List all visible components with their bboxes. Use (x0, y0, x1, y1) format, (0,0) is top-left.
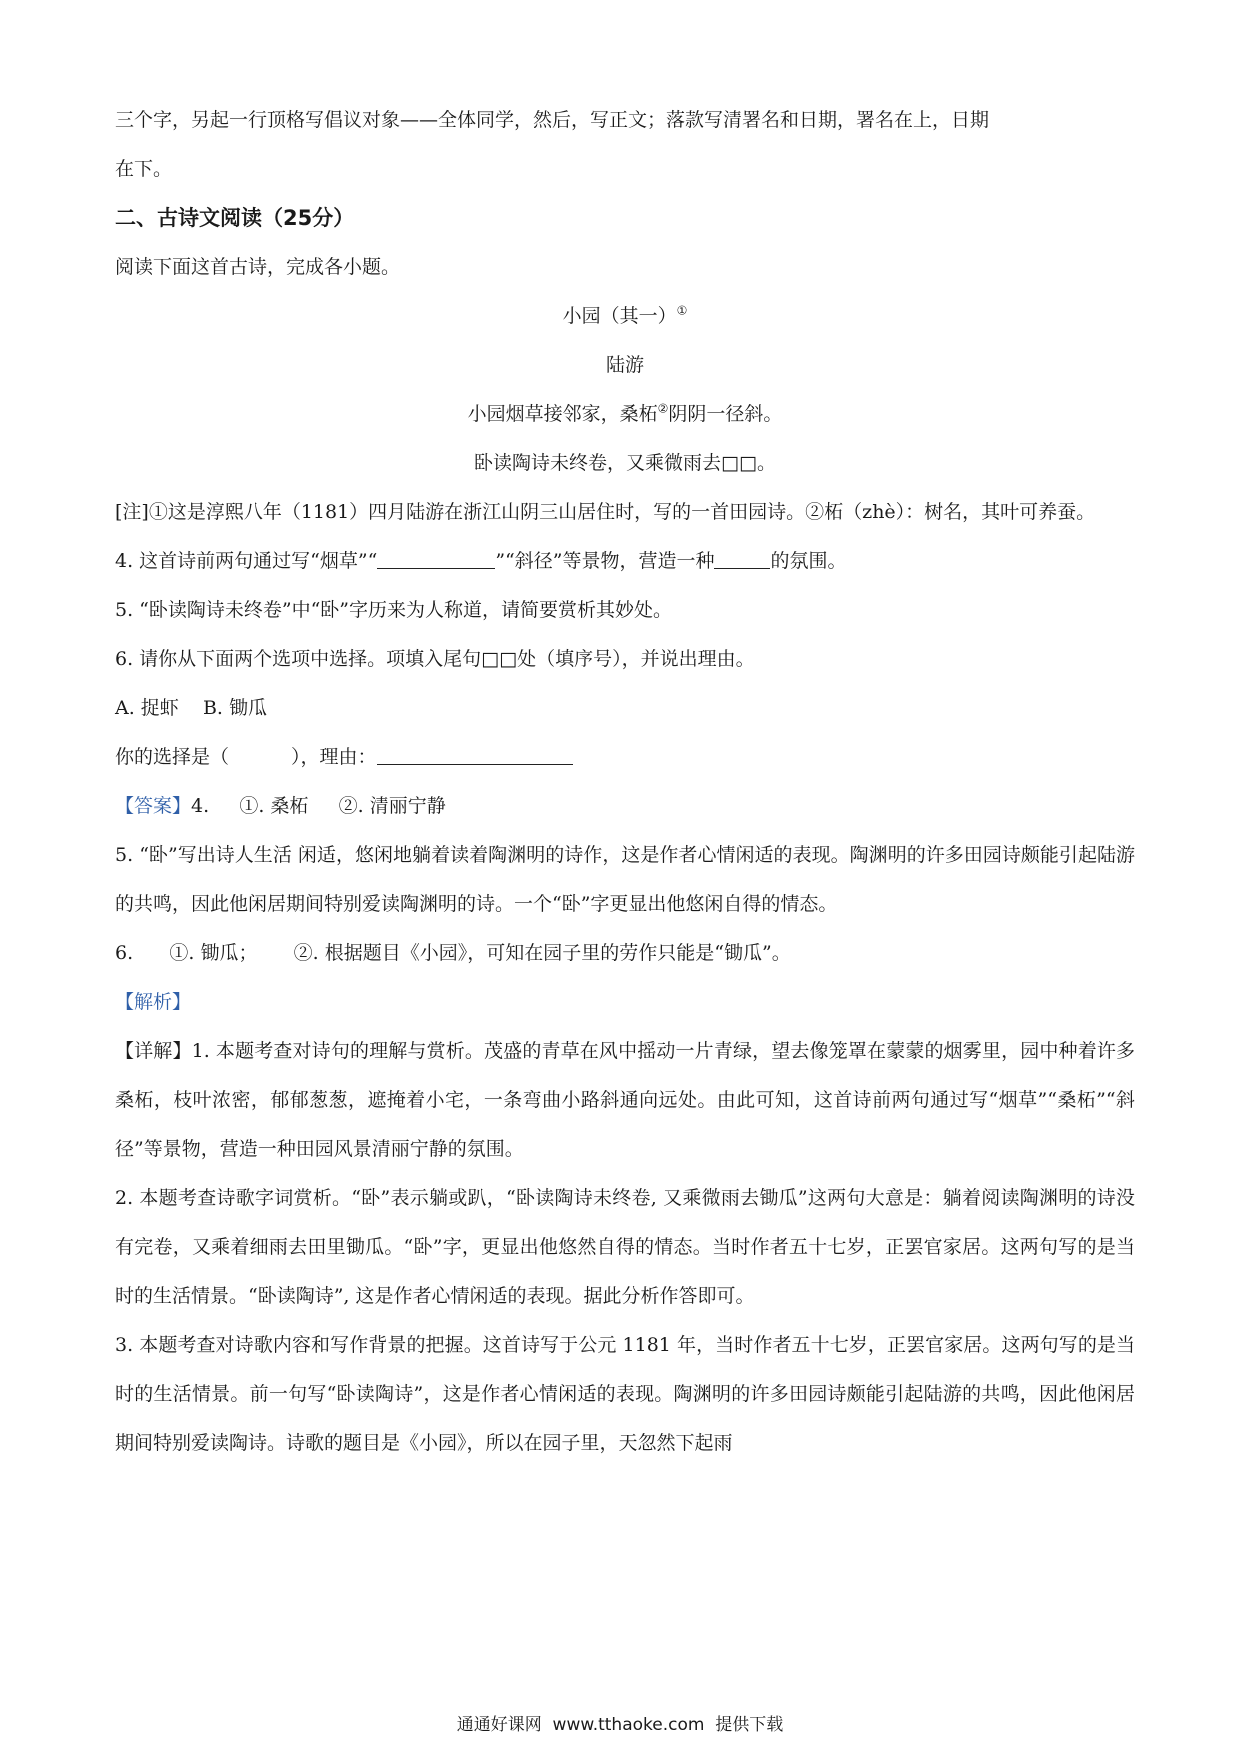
blank-4-1[interactable] (377, 548, 495, 569)
poem-title-text: 小园（其一） (562, 305, 677, 327)
question-4-a: 4. 这首诗前两句通过写“烟草”“ (115, 550, 378, 572)
analysis-p1 (115, 1027, 1135, 1174)
question-6: 6. 请你从下面两个选项中选择。项填入尾句□□处（填序号），并说出理由。 (115, 648, 755, 670)
poem-line-2: 卧读陶诗未终卷，又乘微雨去□□。 (474, 452, 776, 474)
intro-line-1: 三个字，另起一行顶格写倡议对象——全体同学，然后，写正文；落款写清署名和日期，署名在上，日期 (115, 109, 990, 131)
question-6-options: A. 捉虾 B. 锄瓜 (115, 697, 268, 719)
poem-line-1-b: 阴阴一径斜。 (668, 403, 783, 425)
question-4-c: 的氛围。 (770, 550, 847, 572)
analysis-label: 【解析】 (115, 991, 192, 1013)
blank-4-2[interactable] (714, 548, 770, 569)
answer-label: 【答案】 (115, 795, 192, 817)
answer-4-text: 4. ①. 桑柘 ②. 清丽宁静 (191, 795, 446, 817)
intro-line-2: 在下。 (115, 158, 173, 180)
detail-label: 【详解】 (115, 1040, 192, 1062)
section-heading: 二、古诗文阅读（25分） (115, 206, 355, 230)
answer-6: 6. ①. 锄瓜； ②. 根据题目《小园》，可知在园子里的劳作只能是“锄瓜”。 (115, 942, 791, 964)
page-footer: 通通好课网 www.tthaoke.com 提供下载 (456, 1715, 784, 1735)
reason-blank[interactable] (377, 744, 573, 765)
choice-label: 你的选择是（ (115, 746, 230, 768)
instruction: 阅读下面这首古诗，完成各小题。 (115, 256, 401, 278)
question-6-choice (115, 733, 1135, 782)
poem-notes: [注]①这是淳熙八年（1181）四月陆游在浙江山阴三山居住时，写的一首田园诗。②柘（zhè）：树名，其叶可养蚕。 (115, 501, 1096, 523)
document-body (115, 96, 1135, 1468)
answer-5: 5. “卧”写出诗人生活 闲适，悠闲地躺着读着陶渊明的诗作，这是作者心情闲适的表现。陶渊明的许多田园诗颇能引起陆游的共鸣，因此他闲居期间特别爱读陶渊明的诗。一个“卧”字更显出他悠闲自得的情态。 (115, 844, 1135, 915)
question-4-b: ”“斜径”等景物，营造一种 (495, 550, 715, 572)
poem-line-1-note: ② (657, 401, 669, 416)
reason-label: ），理由： (291, 746, 377, 768)
poem-line-1-a: 小园烟草接邻家，桑柘 (467, 403, 658, 425)
poem-title (115, 292, 1135, 341)
question-4 (115, 537, 1135, 586)
answer-4 (115, 782, 1135, 831)
poem-author: 陆游 (605, 354, 644, 376)
analysis-p1-text: 1. 本题考查对诗句的理解与赏析。茂盛的青草在风中摇动一片青绿，望去像笼罩在蒙蒙的烟雾里，园中种着许多桑柘，枝叶浓密，郁郁葱葱，遮掩着小宅，一条弯曲小路斜通向远处。由此可知，这首诗前两句通过写“烟草”“桑柘”“斜径”等景物，营造一种田园风景清丽宁静的氛围。 (115, 1040, 1135, 1160)
analysis-p2: 2. 本题考查诗歌字词赏析。“卧”表示躺或趴，“卧读陶诗未终卷, 又乘微雨去锄瓜”这两句大意是：躺着阅读陶渊明的诗没有完卷，又乘着细雨去田里锄瓜。“卧”字，更显出他悠然自得的情态。当时作者五十七岁，正罢官家居。这两句写的是当时的生活情景。“卧读陶诗”, 这是作者心情闲适的表现。据此分析作答即可。 (115, 1187, 1135, 1307)
poem-title-note: ① (676, 303, 688, 318)
analysis-p3: 3. 本题考查对诗歌内容和写作背景的把握。这首诗写于公元 1181 年，当时作者五十七岁，正罢官家居。这两句写的是当时的生活情景。前一句写“卧读陶诗”，这是作者心情闲适的表现。陶渊明的许多田园诗颇能引起陆游的共鸣，因此他闲居期间特别爱读陶诗。诗歌的题目是《小园》，所以在园子里，天忽然下起雨 (115, 1334, 1135, 1454)
poem-line-1 (115, 390, 1135, 439)
question-5: 5. “卧读陶诗未终卷”中“卧”字历来为人称道，请简要赏析其妙处。 (115, 599, 673, 621)
